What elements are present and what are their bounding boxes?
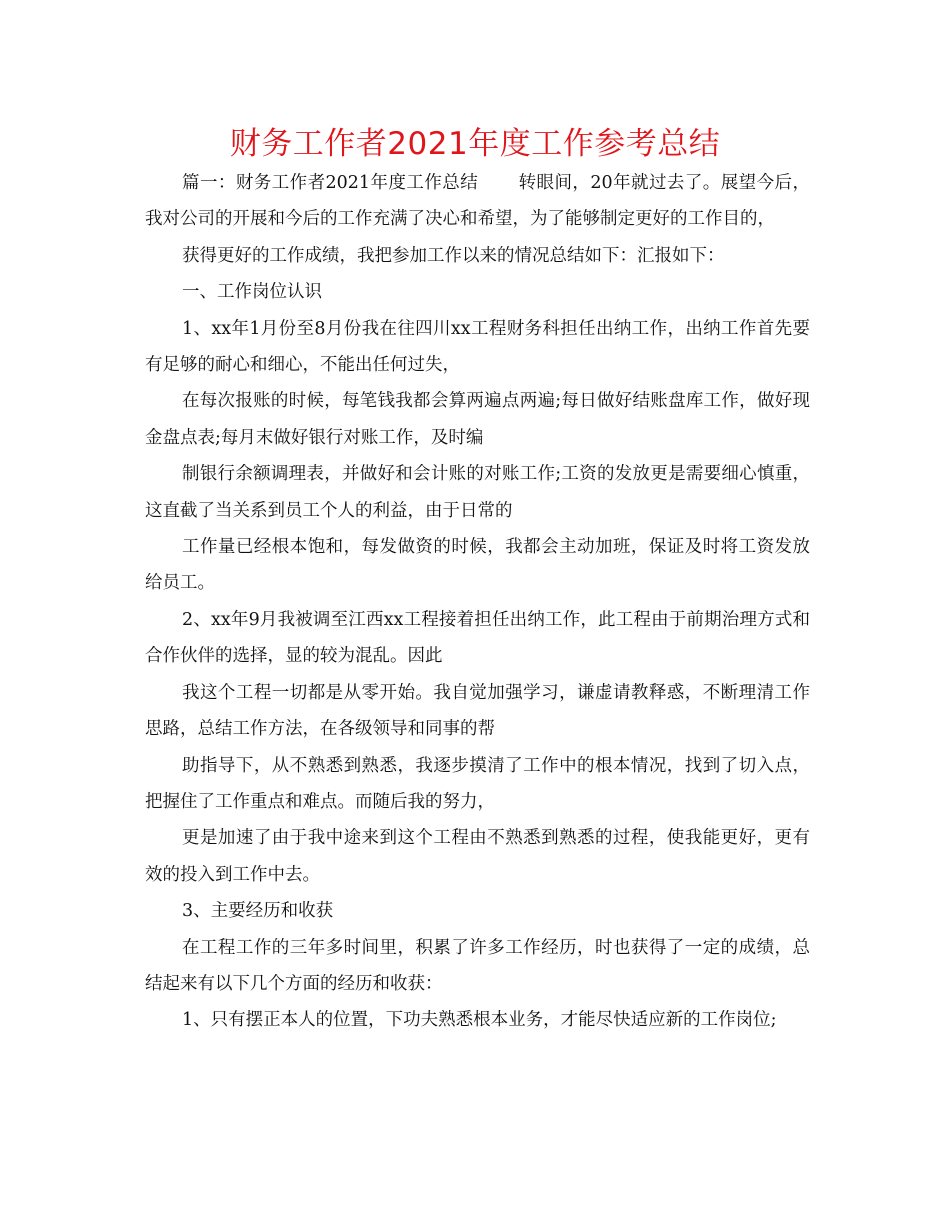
paragraph-intro <box>145 165 810 238</box>
document-body <box>145 165 810 1039</box>
intro-lead: 篇一：财务工作者2021年度工作总结 <box>182 173 479 193</box>
paragraph: 1、只有摆正本人的位置，下功夫熟悉根本业务，才能尽快适应新的工作岗位; <box>182 1010 777 1031</box>
paragraph: 2、xx年9月我被调至江西xx工程接着担任出纳工作，此工程由于前期治理方式和合作伙伴的选择，显的较为混乱。因此 <box>145 609 810 667</box>
paragraph: 更是加速了由于我中途来到这个工程由不熟悉到熟悉的过程，使我能更好，更有效的投入到工作中去。 <box>145 828 810 885</box>
paragraph: 我这个工程一切都是从零开始。我自觉加强学习，谦虚请教释惑，不断理清工作思路，总结工作方法，在各级领导和同事的帮 <box>145 682 810 740</box>
paragraph: 1、xx年1月份至8月份我在往四川xx工程财务科担任出纳工作，出纳工作首先要有足够的耐心和细心，不能出任何过失， <box>145 318 810 376</box>
paragraph: 在工程工作的三年多时间里，积累了许多工作经历，时也获得了一定的成绩，总结起来有以下几个方面的经历和收获： <box>145 937 810 994</box>
paragraph: 在每次报账的时候，每笔钱我都会算两遍点两遍;每日做好结账盘库工作，做好现金盘点表;每月末做好银行对账工作，及时编 <box>145 391 810 448</box>
section-heading: 3、主要经历和收获 <box>182 901 334 922</box>
document-title: 财务工作者2021年度工作参考总结 <box>229 126 721 162</box>
intro-text: 转眼间，20年就过去了。展望今后，我对公司的开展和今后的工作充满了决心和希望，为了能够制定更好的工作目的， <box>145 173 810 230</box>
paragraph: 助指导下，从不熟悉到熟悉，我逐步摸清了工作中的根本情况，找到了切入点，把握住了工作重点和难点。而随后我的努力， <box>145 755 810 812</box>
paragraph: 工作量已经根本饱和，每发做资的时候，我都会主动加班，保证及时将工资发放给员工。 <box>145 537 810 594</box>
paragraph: 获得更好的工作成绩，我把参加工作以来的情况总结如下：汇报如下： <box>182 245 725 266</box>
section-heading: 一、工作岗位认识 <box>182 282 322 303</box>
paragraph: 制银行余额调理表，并做好和会计账的对账工作;工资的发放更是需要细心慎重，这直截了当关系到员工个人的利益，由于日常的 <box>145 464 810 521</box>
